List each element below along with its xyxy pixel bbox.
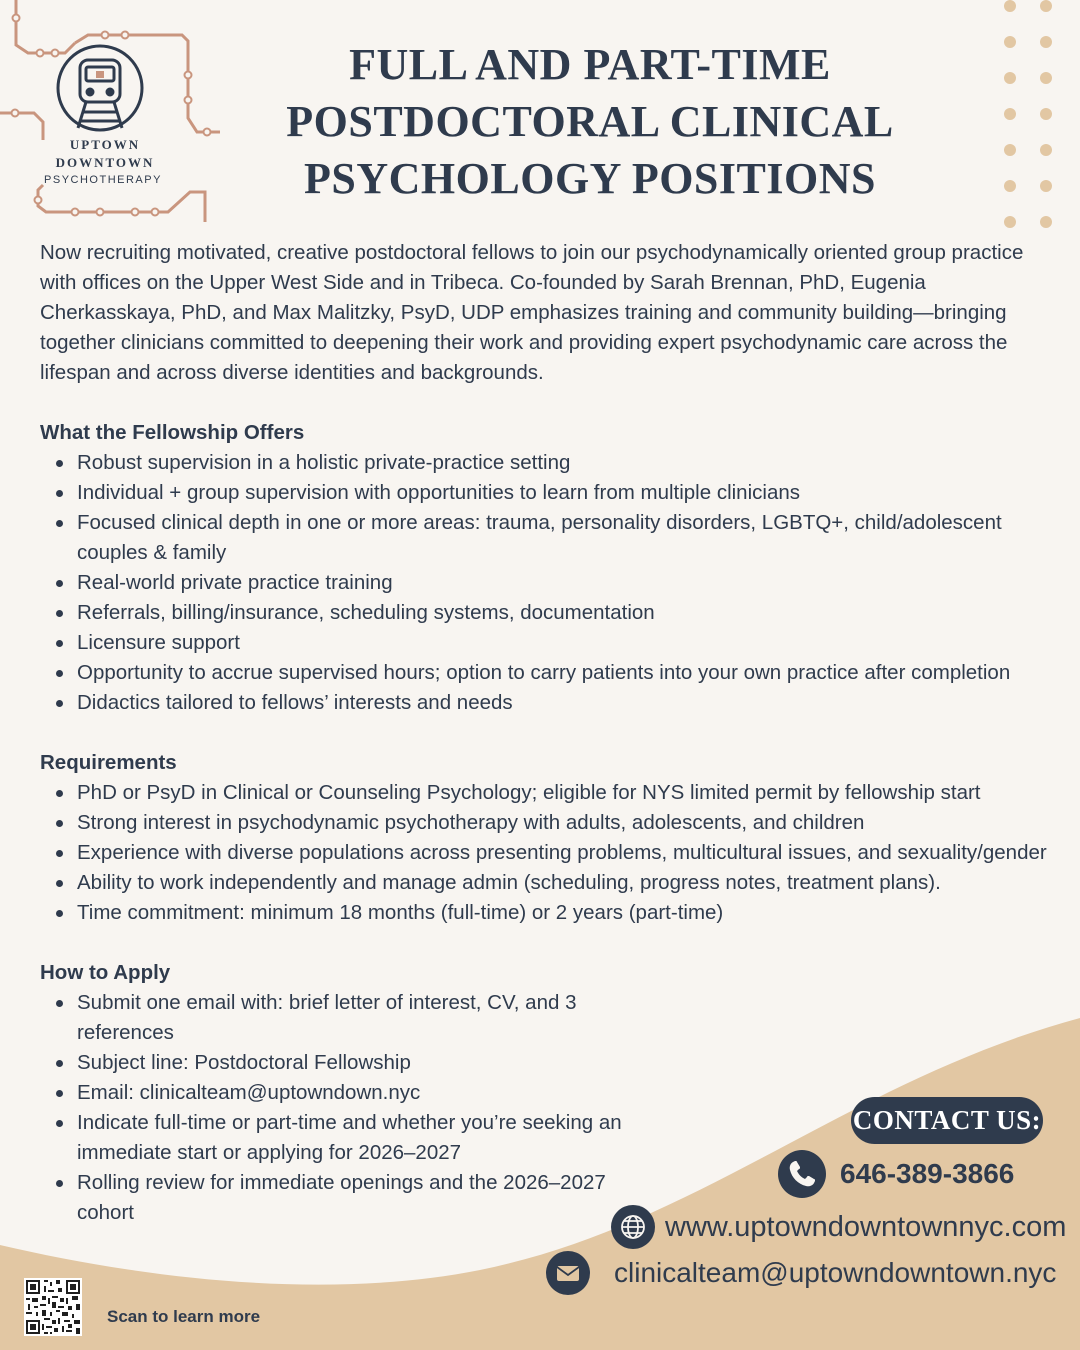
contact-phone[interactable] <box>778 1150 1014 1198</box>
intro-paragraph: Now recruiting motivated, creative postdoctoral fellows to join our psychodynamically oriented group practice with offices on the Upper West Side and in Tribeca. Co-founded by Sarah Brennan, PhD, Eugenia Cherkasskaya, PhD, and Max Malitzky, PsyD, UDP emphasizes training and community building—bringing together clinicians committed to deepening their work and providing expert psychodynamic care across the lifespan and across diverse identities and backgrounds. <box>40 241 1024 384</box>
list-item: Ability to work independently and manage admin (scheduling, progress notes, treatment plans). <box>40 868 1050 898</box>
contact-website[interactable] <box>611 1205 1066 1249</box>
list-item[interactable]: Email: clinicalteam@uptowndown.nyc <box>40 1078 660 1108</box>
contact-email[interactable] <box>546 1251 1056 1295</box>
logo-text-uptown: UPTOWN <box>69 137 141 152</box>
list-item: Individual + group supervision with opportunities to learn from multiple clinicians <box>40 478 1050 508</box>
qr-code[interactable] <box>24 1278 82 1336</box>
phone-number[interactable]: 646-389-3866 <box>840 1158 1015 1189</box>
title-line-1: FULL AND PART-TIME <box>349 40 831 89</box>
list-item: PhD or PsyD in Clinical or Counseling Psychology; eligible for NYS limited permit by fellowship start <box>40 778 1050 808</box>
globe-icon <box>611 1205 655 1249</box>
title-line-2: POSTDOCTORAL CLINICAL <box>286 97 894 146</box>
apply-heading: How to Apply <box>40 961 171 984</box>
offers-list <box>40 448 1050 718</box>
page-title <box>270 36 910 207</box>
list-item: Didactics tailored to fellows’ interests and needs <box>40 688 1050 718</box>
train-icon <box>58 46 142 130</box>
list-item: Focused clinical depth in one or more areas: trauma, personality disorders, LGBTQ+, child/adolescent couples & family <box>40 508 1050 568</box>
list-item: Real-world private practice training <box>40 568 1050 598</box>
list-item: Submit one email with: brief letter of interest, CV, and 3 references <box>40 988 660 1048</box>
title-line-3: PSYCHOLOGY POSITIONS <box>304 154 876 203</box>
logo-text-downtown: DOWNTOWN <box>55 155 155 170</box>
email-link[interactable]: clinicalteam@uptowndowntown.nyc <box>614 1257 1057 1288</box>
phone-icon <box>778 1150 826 1198</box>
contact-us-badge: CONTACT US: <box>851 1097 1043 1144</box>
list-item: Time commitment: minimum 18 months (full-time) or 2 years (part-time) <box>40 898 1050 928</box>
logo-text-psychotherapy: PSYCHOTHERAPY <box>44 174 162 186</box>
list-item: Experience with diverse populations across presenting problems, multicultural issues, and sexuality/gender <box>40 838 1050 868</box>
decorative-dots <box>1000 0 1080 235</box>
list-item: Opportunity to accrue supervised hours; option to carry patients into your own practice after completion <box>40 658 1050 688</box>
list-item: Licensure support <box>40 628 1050 658</box>
list-item: Robust supervision in a holistic private-practice setting <box>40 448 1050 478</box>
list-item: Referrals, billing/insurance, scheduling systems, documentation <box>40 598 1050 628</box>
requirements-list <box>40 778 1050 928</box>
website-link[interactable]: www.uptowndowntownnyc.com <box>665 1210 1067 1243</box>
requirements-heading: Requirements <box>40 751 177 774</box>
list-item: Strong interest in psychodynamic psychotherapy with adults, adolescents, and children <box>40 808 1050 838</box>
list-item: Indicate full-time or part-time and whether you’re seeking an immediate start or applying for 2026–2027 <box>40 1108 660 1168</box>
logo-subway-lines <box>0 0 230 230</box>
mail-icon <box>546 1251 590 1295</box>
offers-heading: What the Fellowship Offers <box>40 421 305 444</box>
list-item: Rolling review for immediate openings and the 2026–2027 cohort <box>40 1168 660 1228</box>
qr-caption: Scan to learn more <box>107 1307 261 1326</box>
list-item: Subject line: Postdoctoral Fellowship <box>40 1048 660 1078</box>
